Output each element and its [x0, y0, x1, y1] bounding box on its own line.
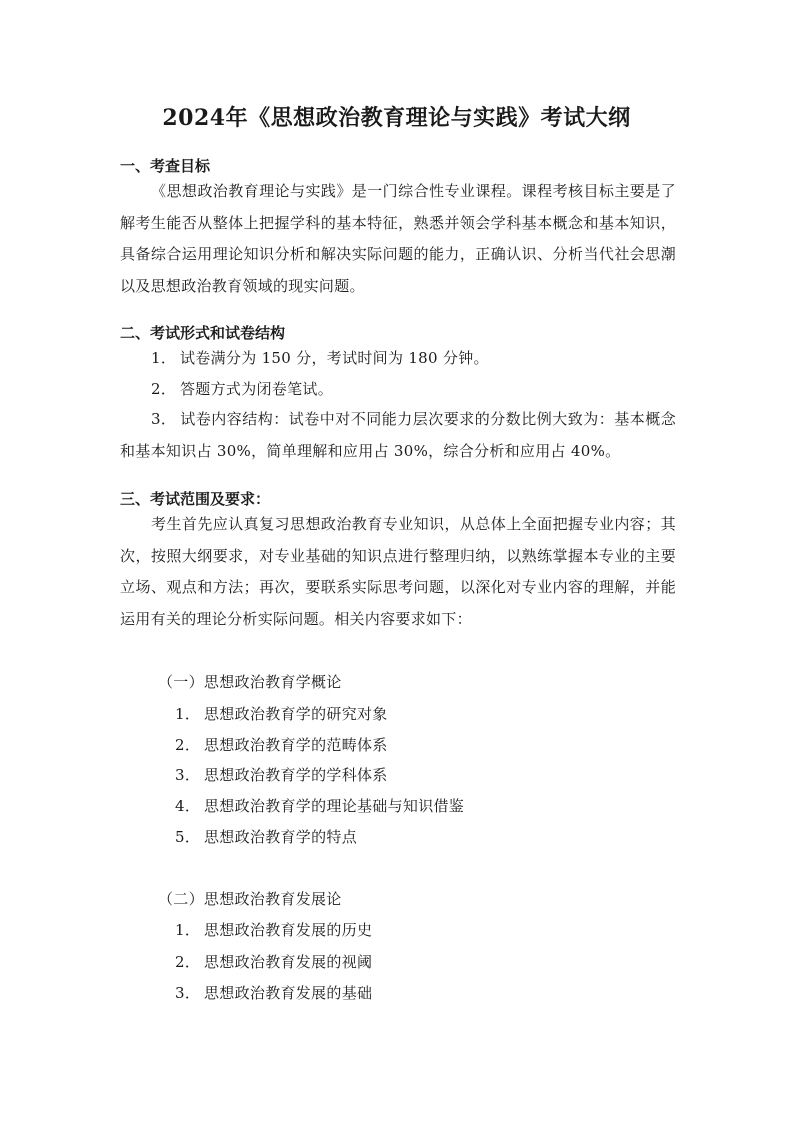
section-paragraph-exam-scope: 考生首先应认真复习思想政治教育专业知识，从总体上全面把握专业内容；其次，按照大纲要求，对专业基础的知识点进行整理归纳，以熟练掌握本专业的主要立场、观点和方法；再次，要联系实际思考问题，以深化对专业内容的理解，并能运用有关的理论分析实际问题。相关内容要求如下：: [120, 515, 676, 628]
list-item-number: 4．: [175, 797, 201, 815]
list-item-number: 1．: [175, 921, 201, 939]
list-item-text: 试卷内容结构：试卷中对不同能力层次要求的分数比例大致为：基本概念和基本知识占 30%，简单理解和应用占 30%，综合分析和应用占 40%。: [120, 410, 676, 460]
list-item-number: 3．: [151, 410, 177, 428]
list-item-text: 思想政治教育发展的基础: [204, 984, 373, 1002]
list-item-text: 思想政治教育学的范畴体系: [204, 736, 388, 754]
section-heading-exam-format: 二、考试形式和试卷结构: [120, 324, 286, 342]
list-item-text: 思想政治教育学的学科体系: [204, 766, 388, 784]
list-item-number: 1．: [175, 705, 201, 723]
list-item-number: 5．: [175, 828, 201, 846]
list-item-number: 2．: [175, 736, 201, 754]
chapter-heading: （二）思想政治教育发展论: [158, 890, 342, 908]
section-heading-exam-objectives: 一、考查目标: [120, 157, 211, 175]
list-item: [175, 919, 372, 941]
section-paragraph-exam-objectives: 《思想政治教育理论与实践》是一门综合性专业课程。课程考核目标主要是了解考生能否从整体上把握学科的基本特征，熟悉并领会学科基本概念和基本知识，具备综合运用理论知识分析和解决实际问题的能力，正确认识、分析当代社会思潮以及思想政治教育领域的现实问题。: [120, 182, 676, 295]
list-item: [175, 703, 388, 725]
list-item: [175, 982, 372, 1004]
list-item: [151, 347, 489, 369]
list-item-number: 3．: [175, 766, 201, 784]
list-item: [175, 951, 372, 973]
list-item-number: 3．: [175, 984, 201, 1002]
list-item-text: 试卷满分为 150 分，考试时间为 180 分钟。: [180, 349, 489, 367]
list-item-text: 答题方式为闭卷笔试。: [180, 380, 334, 398]
list-item: [175, 764, 388, 786]
list-item-text: 思想政治教育发展的历史: [204, 921, 373, 939]
list-item: [151, 378, 333, 400]
section-heading-exam-scope: 三、考试范围及要求：: [120, 490, 271, 508]
list-item: [175, 795, 464, 817]
list-item-text: 思想政治教育发展的视阈: [204, 953, 373, 971]
list-item-number: 1．: [151, 349, 177, 367]
list-item-text: 思想政治教育学的理论基础与知识借鉴: [204, 797, 465, 815]
list-item-text: 思想政治教育学的研究对象: [204, 705, 388, 723]
document-title: 2024年《思想政治教育理论与实践》考试大纲: [162, 105, 631, 131]
list-item-text: 思想政治教育学的特点: [204, 828, 358, 846]
list-item-number: 2．: [151, 380, 177, 398]
list-item: [175, 734, 388, 756]
list-item: [120, 404, 676, 467]
list-item: [175, 826, 357, 848]
list-item-number: 2．: [175, 953, 201, 971]
chapter-heading: （一）思想政治教育学概论: [158, 673, 342, 691]
